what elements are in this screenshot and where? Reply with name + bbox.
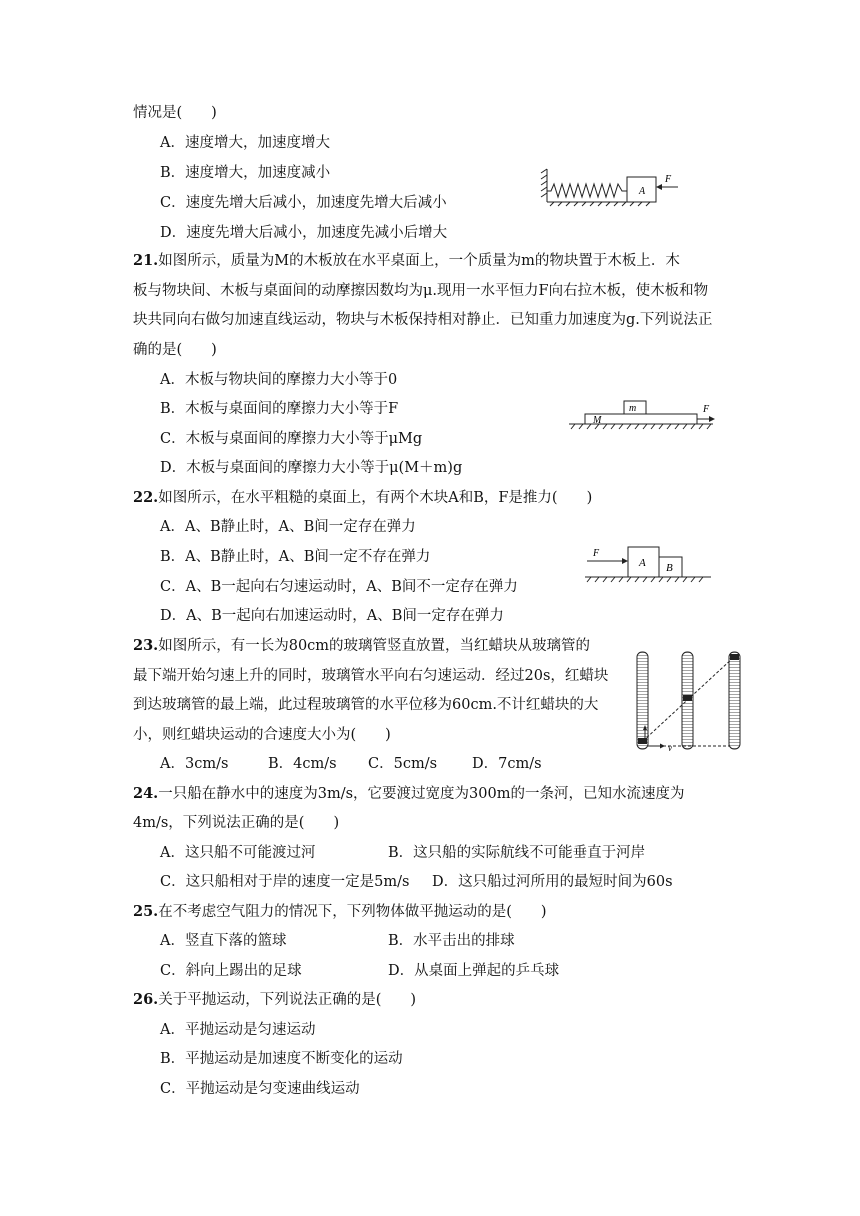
q23-stem-line-2: 最下端开始匀速上升的同时，玻璃管水平向右匀速运动．经过20s，红蜡块	[133, 668, 609, 684]
q21-stem-line-4: 确的是( )	[133, 342, 217, 358]
q22-blocks-figure	[583, 543, 713, 583]
q23-glass-tube-figure	[632, 648, 750, 758]
q21-stem-line-3: 块共同向右做匀加速直线运动，物块与木板保持相对静止．已知重力加速度为g.下列说法正	[133, 312, 713, 328]
q22-option-d: D．A、B一起向右加速运动时，A、B间一定存在弹力	[160, 608, 504, 624]
q22-option-b: B．A、B静止时，A、B间一定不存在弹力	[160, 549, 431, 565]
q21-text-1: 如图所示，质量为M的木板放在水平桌面上，一个质量为m的物块置于木板上．木	[158, 253, 680, 269]
tube-1	[637, 652, 648, 749]
q26-stem-line-1	[133, 990, 416, 1010]
force-label: F	[665, 174, 672, 185]
q23-stem-line-3: 到达玻璃管的最上端，此过程玻璃管的水平位移为60cm.不计红蜡块的大	[133, 697, 599, 713]
q24-option-a: A．这只船不可能渡过河	[160, 845, 316, 861]
q21-stem-line-2: 板与物块间、木板与桌面间的动摩擦因数均为μ.现用一水平恒力F向右拉木板，使木板和物	[133, 283, 709, 299]
floor-hatch	[547, 202, 656, 206]
q22-option-c: C．A、B一起向右匀速运动时，A、B间不一定存在弹力	[160, 579, 518, 595]
q23-option-a: A．3cm/s	[160, 756, 229, 772]
q25-stem-line-1	[133, 902, 547, 922]
q20-option-a: A．速度增大，加速度增大	[160, 135, 330, 151]
force-label: F	[703, 404, 710, 415]
q22-number: 22.	[133, 489, 159, 506]
q21-board-figure	[565, 398, 717, 434]
q22-option-a: A．A、B静止时，A、B间一定存在弹力	[160, 519, 416, 535]
q22-stem-line-1	[133, 488, 592, 508]
q21-option-a: A．木板与物块间的摩擦力大小等于0	[160, 372, 398, 388]
q24-stem-line-2: 4m/s，下列说法正确的是( )	[133, 815, 340, 831]
q21-option-b: B．木板与桌面间的摩擦力大小等于F	[160, 401, 399, 417]
q23-option-d: D．7cm/s	[472, 756, 542, 772]
wall-hatch	[541, 169, 547, 202]
q20-stem-tail: 情况是( )	[133, 105, 217, 121]
force-arrowhead	[656, 184, 662, 190]
velocity-arrowhead	[660, 744, 665, 749]
q24-option-c: C．这只船相对于岸的速度一定是5m/s	[160, 874, 410, 890]
q23-option-b: B．4cm/s	[268, 756, 337, 772]
q21-stem-line-1	[133, 251, 680, 271]
q25-option-c: C．斜向上踢出的足球	[160, 963, 302, 979]
q25-text-1: 在不考虑空气阻力的情况下，下列物体做平抛运动的是( )	[158, 904, 547, 920]
velocity-label: v	[668, 743, 672, 753]
board	[585, 414, 697, 424]
spring	[547, 184, 627, 197]
q20-option-b: B．速度增大，加速度减小	[160, 165, 331, 181]
q26-option-c: C．平抛运动是匀变速曲线运动	[160, 1081, 360, 1097]
table-hatch	[587, 577, 703, 582]
q21-option-d: D．木板与桌面间的摩擦力大小等于μ(M＋m)g	[160, 460, 463, 476]
block-a-label: A	[639, 186, 646, 197]
q20-option-d: D．速度先增大后减小，加速度先减小后增大	[160, 225, 448, 241]
q26-option-b: B．平抛运动是加速度不断变化的运动	[160, 1051, 403, 1067]
q25-option-d: D．从桌面上弹起的乒乓球	[388, 963, 560, 979]
q24-stem-line-1	[133, 784, 684, 804]
q20-option-c: C．速度先增大后减小，加速度先增大后减小	[160, 195, 447, 211]
push-force-label: F	[593, 548, 600, 559]
table-hatch	[571, 424, 711, 429]
q26-option-a: A．平抛运动是匀速运动	[160, 1022, 316, 1038]
q24-option-b: B．这只船的实际航线不可能垂直于河岸	[388, 845, 646, 861]
q20-spring-figure	[540, 166, 685, 208]
q26-text-1: 关于平抛运动，下列说法正确的是( )	[158, 992, 417, 1008]
q23-number: 23.	[133, 637, 159, 654]
q24-number: 24.	[133, 785, 159, 802]
q26-number: 26.	[133, 991, 159, 1008]
push-arrowhead	[622, 558, 628, 564]
q24-option-d: D．这只船过河所用的最短时间为60s	[432, 874, 673, 890]
q23-option-c: C．5cm/s	[368, 756, 438, 772]
q21-option-c: C．木板与桌面间的摩擦力大小等于μMg	[160, 431, 423, 447]
q25-number: 25.	[133, 903, 159, 920]
block-m-label: m	[629, 403, 637, 414]
board-label: M	[593, 415, 602, 426]
q23-stem-line-1	[133, 636, 590, 656]
q23-stem-line-4: 小，则红蜡块运动的合速度大小为( )	[133, 727, 391, 743]
q21-number: 21.	[133, 252, 159, 269]
q23-text-1: 如图所示，有一长为80cm的玻璃管竖直放置，当红蜡块从玻璃管的	[158, 638, 591, 654]
block-b-label: B	[666, 562, 673, 574]
q22-text-1: 如图所示，在水平粗糙的桌面上，有两个木块A和B，F是推力( )	[158, 490, 593, 506]
q24-text-1: 一只船在静水中的速度为3m/s，它要渡过宽度为300m的一条河，已知水流速度为	[158, 786, 685, 802]
q25-option-b: B．水平击出的排球	[388, 933, 515, 949]
block-a-label: A	[639, 557, 646, 569]
tube-3	[729, 652, 740, 749]
force-arrowhead	[709, 416, 715, 422]
q25-option-a: A．竖直下落的篮球	[160, 933, 287, 949]
